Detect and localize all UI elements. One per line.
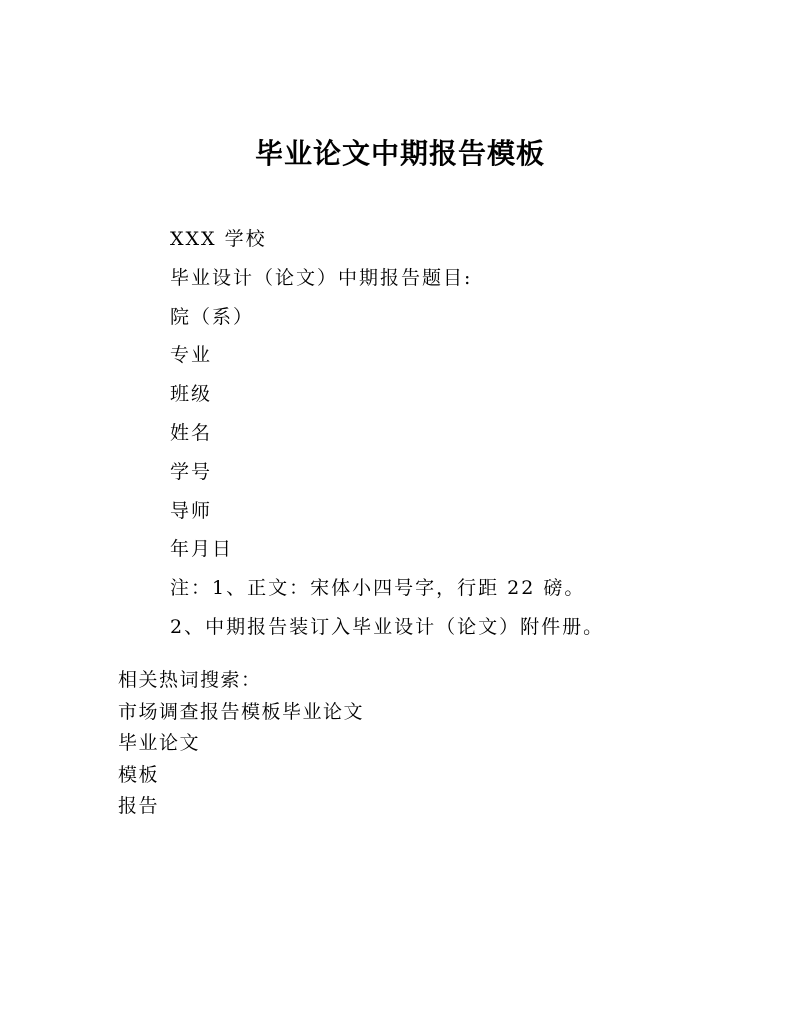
related-keywords [118, 665, 364, 823]
note-line-2: 2、中期报告装订入毕业设计（论文）附件册。 [170, 615, 605, 638]
report-topic-line: 毕业设计（论文）中期报告题目: [170, 266, 473, 289]
note-line-1: 注：1、正文：宋体小四号字，行距 22 磅。 [170, 577, 586, 600]
related-keywords-heading: 相关热词搜索： [118, 669, 262, 691]
student-id-line: 学号 [170, 460, 213, 483]
department-line: 院（系） [170, 305, 255, 328]
keyword-link[interactable]: 市场调查报告模板毕业论文 [118, 700, 365, 723]
keyword-link[interactable]: 报告 [118, 795, 160, 817]
keyword-link[interactable]: 毕业论文 [118, 732, 201, 754]
major-line: 专业 [170, 344, 213, 367]
keyword-link[interactable]: 模板 [118, 763, 160, 786]
name-line: 姓名 [170, 421, 213, 444]
page-title: 毕业论文中期报告模板 [254, 137, 545, 170]
class-line: 班级 [170, 383, 213, 406]
date-line: 年月日 [170, 538, 234, 561]
advisor-line: 导师 [170, 499, 213, 522]
report-fields [170, 220, 604, 647]
school-line: XXX 学校 [170, 228, 267, 250]
